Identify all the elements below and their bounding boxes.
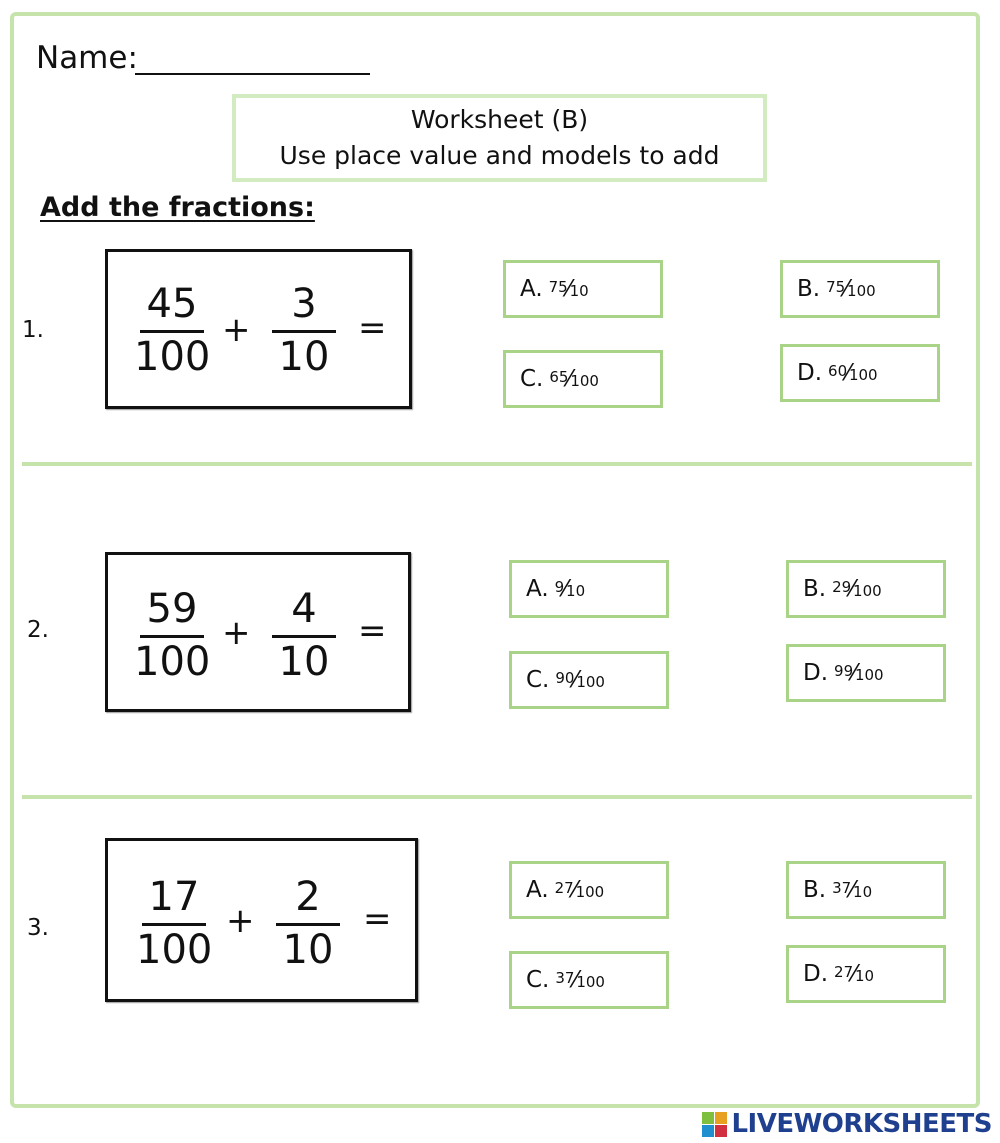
choice-c[interactable]: C. $^{65}$ ⁄ $_{100}$ — [503, 350, 663, 408]
equation-box — [105, 552, 411, 712]
choice-d[interactable]: D. $^{60}$ ⁄ $_{100}$ — [780, 344, 940, 402]
equation-box — [105, 249, 412, 409]
denominator: 10 — [278, 639, 330, 685]
denominator: 10 — [278, 334, 330, 380]
numerator: 2 — [295, 874, 321, 920]
brand-icon — [702, 1112, 727, 1137]
numerator: 59 — [146, 586, 198, 632]
plus-sign: + — [226, 901, 255, 941]
choice-c[interactable]: C. $^{90}$ ⁄ $_{100}$ — [509, 651, 669, 709]
name-line — [135, 73, 370, 75]
fraction-addend-2 — [266, 585, 342, 686]
choice-d[interactable]: D. $^{99}$ ⁄ $_{100}$ — [786, 644, 946, 702]
plus-sign: + — [222, 613, 251, 653]
equals-sign: = — [363, 899, 392, 939]
numerator: 4 — [291, 586, 317, 632]
choice-b[interactable]: B. $^{29}$ ⁄ $_{100}$ — [786, 560, 946, 618]
numerator: 17 — [148, 874, 200, 920]
choice-a[interactable]: A. $^9$ ⁄ $_{10}$ — [509, 560, 669, 618]
title-box — [232, 94, 767, 182]
liveworksheets-logo[interactable] — [702, 1109, 992, 1139]
question-number: 2. — [27, 617, 49, 643]
choice-a[interactable]: A. $^{75}$ ⁄ $_{10}$ — [503, 260, 663, 318]
numerator: 3 — [291, 281, 317, 327]
choice-d[interactable]: D. $^{27}$ ⁄ $_{10}$ — [786, 945, 946, 1003]
section-divider — [22, 462, 972, 466]
section-divider — [22, 795, 972, 799]
plus-sign: + — [222, 310, 251, 350]
brand-text: LIVEWORKSHEETS — [731, 1109, 992, 1139]
fraction-addend-1 — [136, 873, 212, 974]
equals-sign: = — [358, 308, 387, 348]
denominator: 100 — [134, 334, 211, 380]
name-label: Name: — [36, 40, 138, 76]
numerator: 45 — [146, 281, 198, 327]
choice-a[interactable]: A. $^{27}$ ⁄ $_{100}$ — [509, 861, 669, 919]
equals-sign: = — [358, 611, 387, 651]
fraction-addend-1 — [134, 280, 210, 381]
question-number: 1. — [22, 317, 44, 343]
fraction-addend-2 — [270, 873, 346, 974]
worksheet-subtitle: Use place value and models to add — [279, 141, 720, 170]
denominator: 10 — [282, 927, 334, 973]
worksheet-title: Worksheet (B) — [410, 105, 589, 134]
choice-b[interactable]: B. $^{75}$ ⁄ $_{100}$ — [780, 260, 940, 318]
fraction-addend-1 — [134, 585, 210, 686]
question-number: 3. — [27, 915, 49, 941]
fraction-addend-2 — [266, 280, 342, 381]
denominator: 100 — [136, 927, 213, 973]
denominator: 100 — [134, 639, 211, 685]
choice-c[interactable]: C. $^{37}$ ⁄ $_{100}$ — [509, 951, 669, 1009]
choice-b[interactable]: B. $^{37}$ ⁄ $_{10}$ — [786, 861, 946, 919]
instruction-heading: Add the fractions: — [40, 192, 315, 223]
equation-box — [105, 838, 418, 1002]
